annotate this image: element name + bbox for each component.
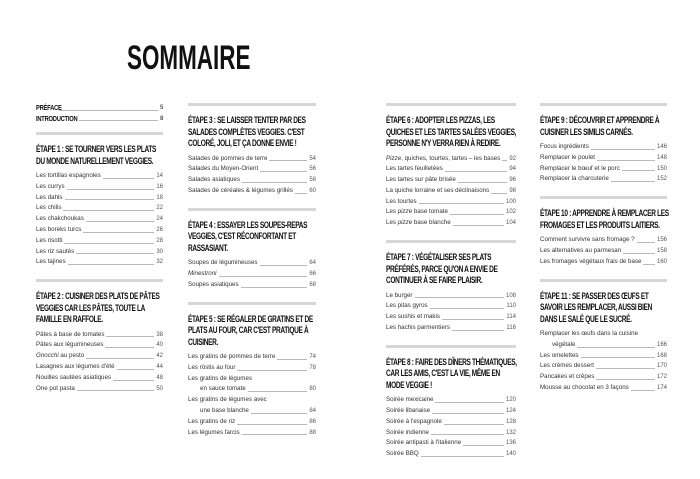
entry-label: INTRODUCTION xyxy=(36,113,78,123)
entry-label: Soirée libanaise xyxy=(386,407,431,415)
dot-leader xyxy=(421,456,504,457)
toc-entry[interactable] xyxy=(386,207,516,218)
toc-entry[interactable] xyxy=(386,164,516,175)
entry-label: Les pitas gyros xyxy=(386,302,428,310)
entry-label: Lasagnes aux légumes d'été xyxy=(36,363,115,371)
entry-label: Salades asiatiques xyxy=(188,176,240,184)
section-etape-4 xyxy=(188,208,316,291)
dot-leader xyxy=(260,171,307,172)
toc-entry[interactable] xyxy=(188,417,316,428)
entry-page: 30 xyxy=(156,248,163,255)
entry-page: 18 xyxy=(156,194,163,201)
entry-page: 172 xyxy=(656,374,667,381)
toc-entry[interactable] xyxy=(386,154,516,165)
entry-label: Soupes asiatiques xyxy=(188,280,239,288)
dot-leader xyxy=(241,287,308,288)
toc-entry[interactable] xyxy=(188,363,316,374)
section-heading: ÉTAPE 3 : SE LAISSER TENTER PAR DES SALADES COMPLÈTES VEGGIES. C'EST COLORÉ, JOLI, ET ÇA DONNE ENVIE ! xyxy=(188,115,306,149)
entry-page: 148 xyxy=(656,154,667,161)
entry-page: 132 xyxy=(505,429,516,436)
entry-label: Le burger xyxy=(386,291,413,299)
entry-page: 146 xyxy=(656,144,667,150)
section-divider xyxy=(540,196,667,199)
dot-leader xyxy=(623,253,655,254)
toc-entry[interactable] xyxy=(386,197,516,208)
dot-leader xyxy=(64,243,154,244)
section-divider xyxy=(386,240,516,243)
toc-entry[interactable] xyxy=(188,269,316,280)
entry-label: Salades de pommes de terre xyxy=(188,154,268,162)
entry-page: 88 xyxy=(309,429,316,436)
dot-leader xyxy=(622,170,655,171)
toc-entry[interactable] xyxy=(36,340,163,351)
toc-entry[interactable] xyxy=(188,258,316,269)
entry-page: 158 xyxy=(656,247,667,254)
dot-leader xyxy=(577,347,655,348)
entry-page: 104 xyxy=(505,220,516,227)
toc-entry[interactable] xyxy=(188,280,316,291)
entry-label-continuation: en sauce tomate xyxy=(200,385,246,393)
dot-leader xyxy=(242,182,307,183)
entry-label: Les risotti xyxy=(36,236,63,244)
toc-entry[interactable] xyxy=(188,164,316,175)
toc-entry[interactable] xyxy=(540,153,667,164)
toc-entry[interactable] xyxy=(36,247,163,258)
section-divider xyxy=(36,132,163,135)
entry-label: Les pizze base blanche xyxy=(386,219,451,227)
entry-label: Mousse au chocolat en 3 façons xyxy=(540,384,629,392)
toc-entry[interactable] xyxy=(540,174,667,185)
entry-label: Les sushis et makis xyxy=(386,313,440,321)
section-etape-5 xyxy=(188,302,316,439)
dot-leader xyxy=(76,253,154,254)
entry-page: 116 xyxy=(506,324,516,331)
dot-leader xyxy=(237,370,307,371)
dot-leader xyxy=(643,264,655,265)
section-heading: ÉTAPE 4 : ESSAYER LES SOUPES-REPAS VEGGIES, C'EST RÉCONFORTANT ET RASSASIANT. xyxy=(188,219,308,254)
section-heading: ÉTAPE 11 : SE PASSER DES ŒUFS ET SAVOIR LES REMPLACER, AUSSI BIEN DANS LE SALÉ QUE LE SUCRÉ. xyxy=(540,290,652,325)
entry-page: 166 xyxy=(656,341,667,348)
entry-label: Salades de céréales & légumes grillés xyxy=(188,186,293,194)
entry-label: Les alternatives au parmesan xyxy=(540,246,622,254)
entry-label: Les gratins de légumes xyxy=(188,374,252,382)
dot-leader xyxy=(67,189,155,190)
toc-entry[interactable] xyxy=(188,428,316,439)
toc-entry[interactable] xyxy=(188,154,316,165)
toc-entry[interactable] xyxy=(540,372,667,383)
entry-page: 5 xyxy=(159,105,163,111)
entry-page: 170 xyxy=(656,363,667,370)
entry-page: 80 xyxy=(309,386,316,393)
dot-leader xyxy=(260,265,308,266)
entry-label: Soirée BBQ xyxy=(386,450,419,458)
dot-leader xyxy=(269,160,307,161)
dot-leader xyxy=(242,434,308,435)
entry-label: Focus ingrédients xyxy=(540,143,589,150)
dot-leader xyxy=(106,336,154,337)
toc-column-1 xyxy=(36,103,163,405)
entry-page: 58 xyxy=(309,177,316,184)
entry-label: Les tortillas espagnoles xyxy=(36,172,101,179)
toc-entry[interactable] xyxy=(188,374,316,385)
entry-page: 102 xyxy=(505,209,516,216)
entry-page: 54 xyxy=(309,155,316,162)
toc-entry[interactable] xyxy=(540,257,667,268)
section-etape-3 xyxy=(188,103,316,197)
toc-entry[interactable] xyxy=(386,428,516,439)
section-etape-8 xyxy=(386,345,516,460)
entry-page: 64 xyxy=(309,260,316,267)
toc-entry[interactable] xyxy=(386,417,516,428)
entry-page: 56 xyxy=(309,166,316,173)
toc-entry[interactable] xyxy=(36,362,163,373)
entry-label: Pizze, quiches, tourtes, tartes – les bases xyxy=(386,154,501,162)
entry-label: Remplacer le bœuf et le porc xyxy=(540,164,620,172)
dot-leader xyxy=(458,182,507,183)
entry-page: 120 xyxy=(505,397,516,404)
dot-leader xyxy=(502,160,507,161)
toc-entry[interactable] xyxy=(188,395,316,406)
entry-page: 156 xyxy=(656,237,667,244)
entry-page: 8 xyxy=(159,115,163,122)
entry-label: One pot pasta xyxy=(36,384,75,392)
dot-leader xyxy=(65,199,155,200)
dot-leader xyxy=(77,390,154,391)
dot-leader xyxy=(463,445,504,446)
entry-label: Les tourtes xyxy=(386,197,417,205)
dot-leader xyxy=(103,178,155,179)
entry-page: 174 xyxy=(656,385,667,392)
dot-leader xyxy=(631,390,655,391)
entry-page: 136 xyxy=(505,440,516,447)
toc-entry[interactable] xyxy=(386,395,516,406)
dot-leader xyxy=(491,193,507,194)
entry-label: Soupes de légumineuses xyxy=(188,259,258,267)
dot-leader xyxy=(415,297,504,298)
toc-entry[interactable] xyxy=(540,164,667,175)
toc-entry-continuation[interactable] xyxy=(188,384,316,395)
dot-leader xyxy=(117,369,155,370)
entry-page: 40 xyxy=(156,342,163,349)
entry-label: Les omelettes xyxy=(540,351,579,359)
entry-page: 160 xyxy=(656,258,667,265)
section-divider xyxy=(540,279,667,282)
toc-column-3 xyxy=(386,103,516,471)
entry-page: 50 xyxy=(156,385,163,392)
section-heading: ÉTAPE 9 : DÉCOUVRIR ET APPRENDRE À CUISINER LES SIMILIS CARNÉS. xyxy=(540,115,660,138)
entry-label: Les crèmes dessert xyxy=(540,362,594,370)
dot-leader xyxy=(295,193,307,194)
toc-column-4 xyxy=(540,103,667,405)
entry-page: 140 xyxy=(505,451,516,458)
dot-leader xyxy=(453,225,504,226)
dot-leader xyxy=(86,358,154,359)
dot-leader xyxy=(86,221,155,222)
dot-leader xyxy=(432,413,504,414)
dot-leader xyxy=(59,110,158,111)
entry-page: 86 xyxy=(309,418,316,425)
toc-entry[interactable] xyxy=(540,142,667,153)
entry-page: 84 xyxy=(309,408,316,415)
entry-page: 48 xyxy=(156,374,163,381)
toc-entry[interactable] xyxy=(36,203,163,214)
section-heading: ÉTAPE 10 : APPRENDRE À REMPLACER LES FROMAGES ET LES PRODUITS LAITIERS. xyxy=(540,208,669,231)
entry-page: 152 xyxy=(656,176,667,183)
section-divider xyxy=(188,103,316,106)
toc-entry[interactable] xyxy=(36,257,163,268)
entry-page: 124 xyxy=(505,408,516,415)
dot-leader xyxy=(637,242,655,243)
entry-label: Les gratins de légumes avec xyxy=(188,396,267,404)
dot-leader xyxy=(251,413,307,414)
dot-leader xyxy=(63,210,154,211)
toc-entry[interactable] xyxy=(540,361,667,372)
toc-entry[interactable] xyxy=(540,383,667,394)
entry-label: Comment survivre sans fromage ? xyxy=(540,236,635,244)
toc-entry[interactable] xyxy=(386,406,516,417)
dot-leader xyxy=(611,181,655,182)
toc-entry[interactable] xyxy=(386,186,516,197)
toc-entry[interactable] xyxy=(386,312,516,323)
entry-label: Remplacer les œufs dans la cuisine xyxy=(540,330,639,338)
entry-label: Salades du Moyen-Orient xyxy=(188,165,259,173)
dot-leader xyxy=(444,424,504,425)
entry-label: Les röstis au four xyxy=(188,363,236,371)
toc-entry[interactable] xyxy=(36,214,163,225)
dot-leader xyxy=(248,391,308,392)
entry-page: 16 xyxy=(156,183,163,190)
entry-label: La quiche lorraine et ses déclinaisons xyxy=(386,186,490,194)
entry-label: Les tajines xyxy=(36,258,66,266)
dot-leader xyxy=(442,319,504,320)
dot-leader xyxy=(419,203,504,204)
dot-leader xyxy=(237,424,307,425)
entry-label: Soirée mexicaine xyxy=(386,396,434,404)
section-etape-7 xyxy=(386,240,516,334)
section-etape-2 xyxy=(36,279,163,394)
section-heading: ÉTAPE 7 : VÉGÉTALISER SES PLATS PRÉFÉRÉS, PARCE QU'ON A ENVIE DE CONTINUER À SE FAIRE PLAISIR. xyxy=(386,252,498,287)
entry-label: Les fromages végétaux frais de base xyxy=(540,257,642,265)
dot-leader xyxy=(450,214,504,215)
entry-label: Pancakes et crêpes xyxy=(540,373,595,381)
dot-leader xyxy=(581,357,655,358)
toc-entry[interactable] xyxy=(36,351,163,362)
entry-page: 14 xyxy=(156,173,163,179)
toc-entry[interactable] xyxy=(36,236,163,247)
entry-page: 100 xyxy=(505,198,516,205)
entry-label: Soirée antipasti à l'italienne xyxy=(386,439,462,447)
toc-entry-continuation[interactable] xyxy=(540,340,667,351)
toc-entry[interactable] xyxy=(188,352,316,363)
entry-label: Remplacer le poulet xyxy=(540,153,596,161)
entry-label: Les gratins de riz xyxy=(188,417,236,425)
dot-leader xyxy=(596,379,655,380)
dot-leader xyxy=(219,276,308,277)
dot-leader xyxy=(277,359,307,360)
entry-label: Les boreks turcs xyxy=(36,225,82,233)
toc-entry[interactable] xyxy=(36,193,163,204)
dot-leader xyxy=(105,347,154,348)
section-heading: ÉTAPE 8 : FAIRE DES DÎNERS THÉMATIQUES, CAR LES AMIS, C'EST LA VIE, MÊME EN MODE VEGGIE ! xyxy=(386,356,517,391)
entry-label: Gnocchi au pesto xyxy=(36,352,85,360)
entry-label: Les chilis xyxy=(36,204,62,212)
section-etape-10 xyxy=(540,196,667,267)
entry-page: 74 xyxy=(309,354,316,361)
entry-page: 110 xyxy=(506,303,516,310)
dot-leader xyxy=(79,120,158,121)
toc-entry[interactable] xyxy=(36,225,163,236)
toc-entry[interactable] xyxy=(386,301,516,312)
toc-entry[interactable] xyxy=(386,218,516,229)
section-heading: ÉTAPE 6 : ADOPTER LES PIZZAS, LES QUICHES ET LES TARTES SALÉES VEGGIES, PERSONNE N'Y VERRA RIEN À REDIRE. xyxy=(386,115,517,149)
entry-label: Les gratins de pommes de terre xyxy=(188,353,276,361)
section-etape-11 xyxy=(540,279,667,394)
entry-label: Les currys xyxy=(36,182,65,190)
entry-page: 60 xyxy=(309,187,316,194)
entry-page: 44 xyxy=(156,364,163,371)
section-divider xyxy=(386,103,516,106)
toc-entry[interactable] xyxy=(540,351,667,362)
toc-entry[interactable] xyxy=(36,171,163,182)
dot-leader xyxy=(83,232,154,233)
entry-page: 114 xyxy=(506,314,516,321)
dot-leader xyxy=(596,368,655,369)
toc-entry[interactable] xyxy=(188,175,316,186)
toc-entry[interactable] xyxy=(386,323,516,334)
toc-entry[interactable] xyxy=(386,449,516,460)
entry-page: 42 xyxy=(156,353,163,360)
entry-page: 150 xyxy=(656,165,667,172)
entry-page: 108 xyxy=(505,292,516,299)
section-divider xyxy=(188,208,316,211)
entry-page: 66 xyxy=(309,270,316,277)
dot-leader xyxy=(113,380,154,381)
entry-page: 94 xyxy=(509,166,516,173)
entry-label: Soirée à l'espagnole xyxy=(386,417,442,425)
toc-entry[interactable] xyxy=(540,246,667,257)
entry-label: Les riz sautés xyxy=(36,247,75,255)
entry-label: Les tartes feuilletées xyxy=(386,165,443,173)
dot-leader xyxy=(597,160,655,161)
entry-label: Les pizze base tomate xyxy=(386,208,448,216)
dot-leader xyxy=(445,171,508,172)
entry-page: 78 xyxy=(309,364,316,371)
dot-leader xyxy=(430,308,505,309)
toc-entry-continuation[interactable] xyxy=(188,406,316,417)
entry-page: 68 xyxy=(309,281,316,288)
entry-page: 22 xyxy=(156,205,163,212)
section-divider xyxy=(386,345,516,348)
entry-page: 128 xyxy=(505,418,516,425)
entry-label: Les hachis parmentiers xyxy=(386,323,450,331)
entry-label: Minestroni xyxy=(188,269,217,277)
entry-label-continuation: végétale xyxy=(552,340,576,348)
section-heading: ÉTAPE 5 : SE RÉGALER DE GRATINS ET DE PLATS AU FOUR, CAR C'EST PRATIQUE À CUISINER. xyxy=(188,313,313,348)
entry-page: 92 xyxy=(509,155,516,162)
entry-page: 168 xyxy=(656,352,667,359)
dot-leader xyxy=(452,330,504,331)
dot-leader xyxy=(435,402,504,403)
entry-label: Les légumes farcis xyxy=(188,428,240,436)
toc-entry[interactable] xyxy=(36,373,163,384)
section-etape-6 xyxy=(386,103,516,229)
entry-label: Pâtes aux légumineuses xyxy=(36,341,104,349)
entry-page: 96 xyxy=(509,177,516,184)
page-title: SOMMAIRE xyxy=(127,39,251,77)
dot-leader xyxy=(591,149,655,150)
entry-page: 26 xyxy=(156,226,163,233)
section-heading: ÉTAPE 2 : CUISINER DES PLATS DE PÂTES VEGGIES CAR LES PÂTES, TOUTE LA FAMILLE EN RAFFOLE. xyxy=(36,291,160,326)
section-divider xyxy=(36,279,163,282)
entry-label: Nouilles sautées asiatiques xyxy=(36,373,111,381)
entry-label: Pâtes à base de tomates xyxy=(36,330,105,338)
toc-entry-introduction[interactable] xyxy=(36,114,163,125)
dot-leader xyxy=(431,434,504,435)
entry-label-continuation: une base blanche xyxy=(200,407,249,415)
toc-entry[interactable] xyxy=(188,186,316,197)
toc-entry[interactable] xyxy=(540,329,667,340)
toc-entry[interactable] xyxy=(386,175,516,186)
section-etape-9 xyxy=(540,103,667,185)
entry-page: 32 xyxy=(156,259,163,266)
section-divider xyxy=(188,302,316,305)
section-heading: ÉTAPE 1 : SE TOURNER VERS LES PLATS DU MONDE NATURELLEMENT VEGGIES. xyxy=(36,144,157,167)
toc-entry-preface[interactable] xyxy=(36,103,163,114)
entry-label: Les dahls xyxy=(36,193,63,201)
toc-entry[interactable] xyxy=(36,330,163,341)
toc-entry[interactable] xyxy=(386,291,516,302)
toc-entry[interactable] xyxy=(36,384,163,395)
entry-page: 98 xyxy=(509,187,516,194)
toc-column-2 xyxy=(188,103,316,449)
toc-entry[interactable] xyxy=(386,438,516,449)
entry-label: Soirée indienne xyxy=(386,428,430,436)
entry-label: Les tartes sur pâte brisée xyxy=(386,176,456,184)
section-etape-1 xyxy=(36,132,163,268)
entry-label: PRÉFACE xyxy=(36,103,62,112)
entry-label: Les chakchoukas xyxy=(36,215,84,223)
section-divider xyxy=(540,103,667,106)
entry-page: 38 xyxy=(156,331,163,338)
dot-leader xyxy=(68,264,155,265)
entry-page: 24 xyxy=(156,216,163,223)
entry-page: 28 xyxy=(156,237,163,244)
toc-entry[interactable] xyxy=(36,182,163,193)
entry-label: Remplacer la charcuterie xyxy=(540,175,609,183)
front-matter xyxy=(36,103,163,124)
toc-entry[interactable] xyxy=(540,235,667,246)
